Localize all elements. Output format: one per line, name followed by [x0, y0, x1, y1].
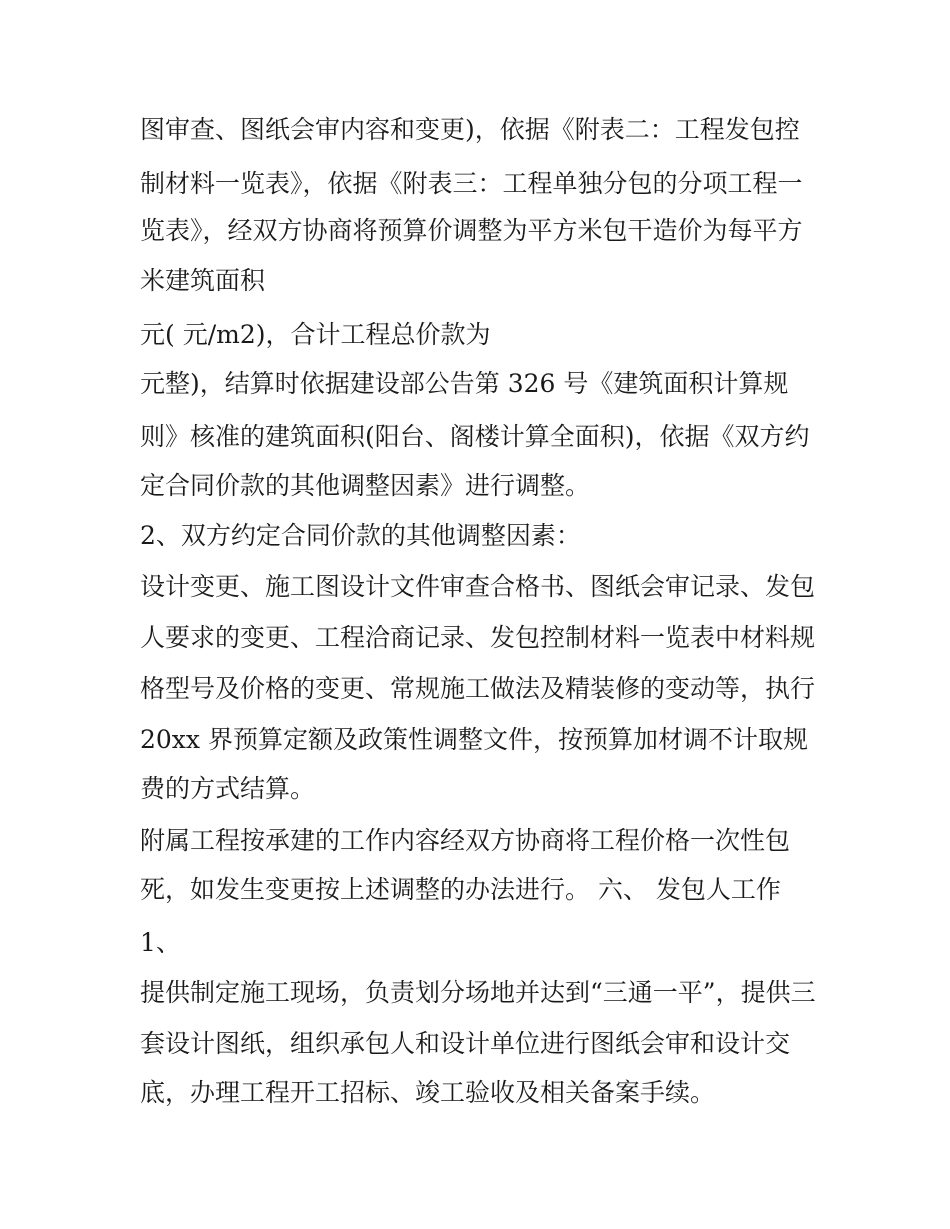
- paragraph-line: 20xx 界预算定额及政策性调整文件，按预算加材调不计取规: [140, 725, 808, 754]
- paragraph-line: 则》核准的建筑面积(阳台、阁楼计算全面积)，依据《双方约: [140, 422, 810, 451]
- paragraph-line: 设计变更、施工图设计文件审查合格书、图纸会审记录、发包: [140, 572, 816, 601]
- paragraph-line: 提供制定施工现场，负责划分场地并达到“三通一平”，提供三: [140, 978, 816, 1007]
- paragraph-line: 死，如发生变更按上述调整的办法进行。 六、 发包人工作: [140, 875, 781, 904]
- paragraph-line: 底，办理工程开工招标、竣工验收及相关备案手续。: [140, 1078, 716, 1107]
- paragraph-line: 图审查、图纸会审内容和变更)，依据《附表二：工程发包控: [140, 115, 800, 144]
- section-heading: 2、双方约定合同价款的其他调整因素：: [140, 521, 581, 550]
- paragraph-line: 费的方式结算。: [140, 774, 316, 803]
- paragraph-line: 格型号及价格的变更、常规施工做法及精装修的变动等，执行: [140, 674, 816, 703]
- paragraph-line: 元整)，结算时依据建设部公告第 326 号《建筑面积计算规: [140, 369, 789, 398]
- paragraph-line: 定合同价款的其他调整因素》进行调整。: [140, 471, 591, 500]
- paragraph-line: 览表》，经双方协商将预算价调整为平方米包干造价为每平方: [140, 216, 803, 245]
- paragraph-line: 制材料一览表》，依据《附表三：工程单独分包的分项工程一: [140, 169, 803, 198]
- paragraph-line: 米建筑面积: [140, 266, 266, 295]
- paragraph-line: 人要求的变更、工程洽商记录、发包控制材料一览表中材料规: [140, 623, 816, 652]
- list-number: 1、: [140, 928, 181, 957]
- paragraph-line: 套设计图纸，组织承包人和设计单位进行图纸会审和设计交: [140, 1029, 791, 1058]
- paragraph-line: 附属工程按承建的工作内容经双方协商将工程价格一次性包: [140, 826, 791, 855]
- paragraph-line: 元( 元/m2)，合计工程总价款为: [140, 320, 491, 349]
